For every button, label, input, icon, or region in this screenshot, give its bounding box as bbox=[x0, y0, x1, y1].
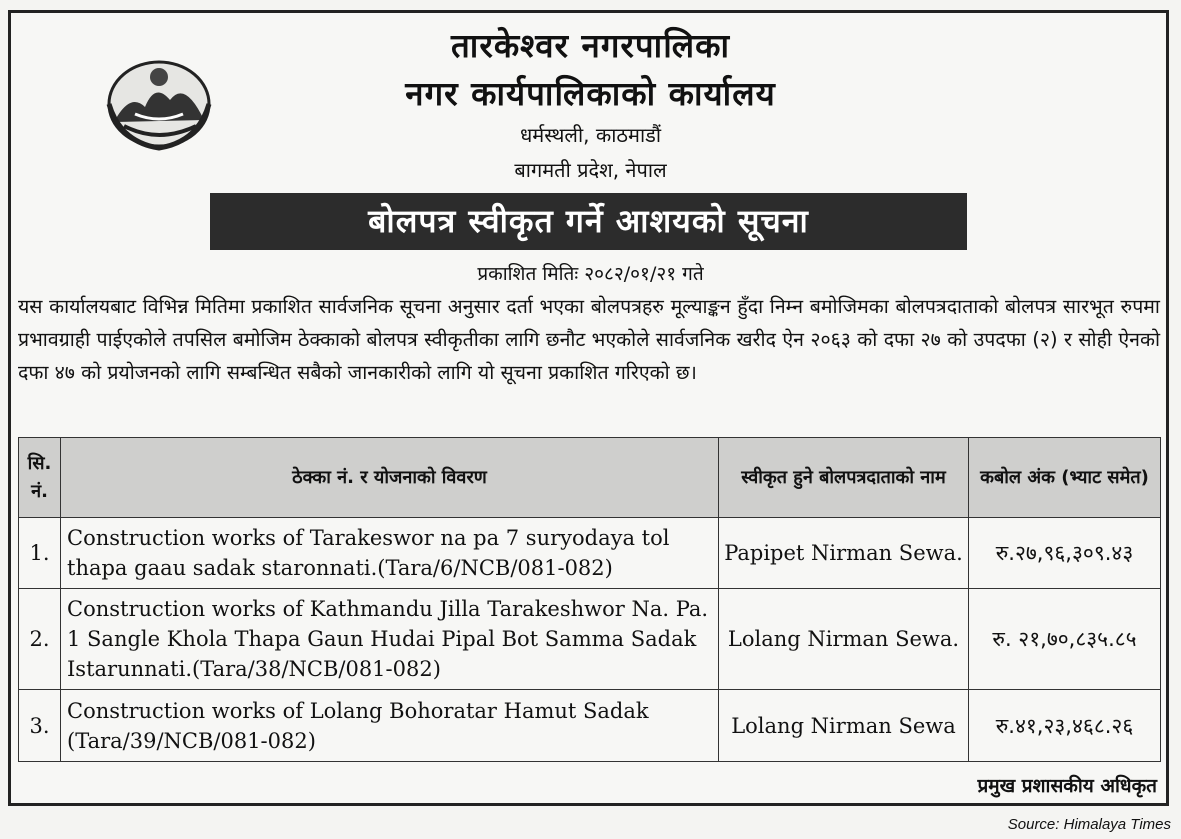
row-sn: 2. bbox=[19, 589, 61, 690]
address-line-1: धर्मस्थली, काठमाडौं bbox=[519, 123, 662, 147]
header-bidder: स्वीकृत हुने बोलपत्रदाताको नाम bbox=[719, 438, 969, 518]
row-description: Construction works of Tarakeswor na pa 7 suryodaya tol thapa gaau sadak staronnati.(Tara/6/NCB/081-082) bbox=[61, 518, 719, 589]
row-sn: 3. bbox=[19, 690, 61, 762]
header-description: ठेक्का नं. र योजनाको विवरण bbox=[61, 438, 719, 518]
notice-title: बोलपत्र स्वीकृत गर्ने आशयको सूचना bbox=[210, 193, 967, 250]
source-credit: Source: Himalaya Times bbox=[1007, 816, 1171, 833]
row-bidder: Lolang Nirman Sewa. bbox=[719, 589, 969, 690]
row-description: Construction works of Kathmandu Jilla Tarakeshwor Na. Pa. 1 Sangle Khola Thapa Gaun Hudai Pipal Bot Samma Sadak Istarunnati.(Tara/38/NCB/081-082) bbox=[61, 589, 719, 690]
table-header-row bbox=[19, 438, 1161, 518]
header-sn: सि. नं. bbox=[19, 438, 61, 518]
row-bidder: Lolang Nirman Sewa bbox=[719, 690, 969, 762]
header-amount: कबोल अंक (भ्याट समेत) bbox=[969, 438, 1161, 518]
row-description: Construction works of Lolang Bohoratar Hamut Sadak (Tara/39/NCB/081-082) bbox=[61, 690, 719, 762]
row-amount: रु.४१,२३,४६८.२६ bbox=[969, 690, 1161, 762]
address-line-2: बागमती प्रदेश, नेपाल bbox=[514, 158, 667, 182]
row-amount: रु.२७,९६,३०९.४३ bbox=[969, 518, 1161, 589]
municipality-name: तारकेश्वर नगरपालिका bbox=[450, 26, 731, 65]
bid-table bbox=[18, 437, 1161, 762]
signatory-title: प्रमुख प्रशासकीय अधिकृत bbox=[977, 775, 1157, 797]
table-row bbox=[19, 690, 1161, 762]
office-name: नगर कार्यपालिकाको कार्यालय bbox=[405, 74, 776, 113]
row-sn: 1. bbox=[19, 518, 61, 589]
notice-body: यस कार्यालयबाट विभिन्न मितिमा प्रकाशित सार्वजनिक सूचना अनुसार दर्ता भएका बोलपत्रहरु मूल्याङ्कन हुँदा निम्न बमोजिमका बोलपत्रदाताको बोलपत्र सारभूत रुपमा प्रभावग्राही पाईएकोले तपसिल बमोजिम ठेक्काको बोलपत्र स्वीकृतीका लागि छनौट भएकोले सार्वजनिक खरीद ऐन २०६३ को दफा २७ को उपदफा (२) र सोही ऐनको दफा ४७ को प्रयोजनको लागि सम्बन्धित सबैको जानकारीको लागि यो सूचना प्रकाशित गरिएको छ। bbox=[18, 295, 1160, 384]
row-amount: रु. २१,७०,८३५.८५ bbox=[969, 589, 1161, 690]
published-date: प्रकाशित मितिः २०८२/०१/२१ गते bbox=[477, 263, 704, 285]
table-row bbox=[19, 589, 1161, 690]
table-row bbox=[19, 518, 1161, 589]
row-bidder: Papipet Nirman Sewa. bbox=[719, 518, 969, 589]
